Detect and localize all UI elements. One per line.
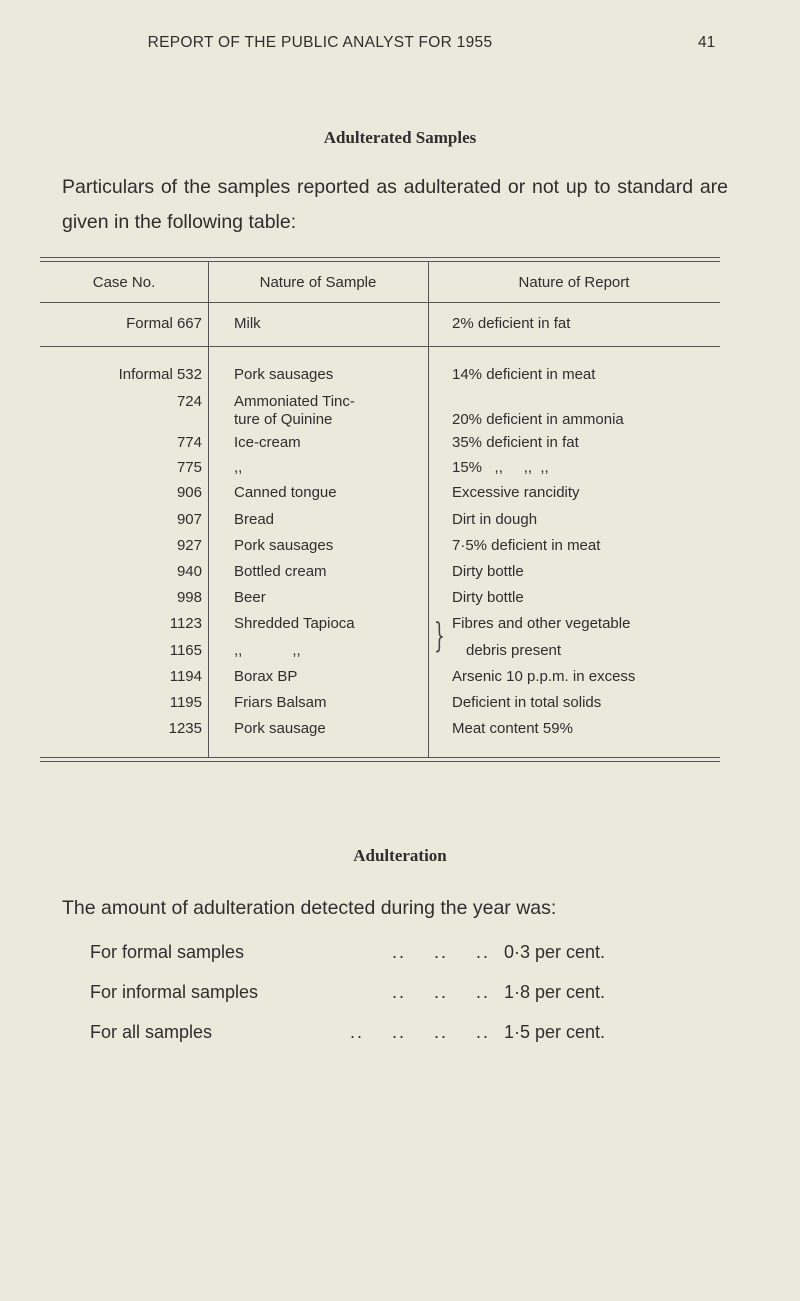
sample-name: Pork sausages [234,537,334,554]
item-value: 1·5 per cent. [504,1022,606,1042]
item-value: 0·3 per cent. [504,942,606,962]
leader-dots: .. .. .. [391,982,490,1002]
sample-name: Pork sausage [234,720,326,737]
intro-paragraph: Particulars of the samples reported as adulterated or not up to standard are given in the following table: [62,176,728,233]
leader-dots: .. .. .. [391,942,490,962]
table-top-rule [40,261,720,262]
report-text: 15% ,, ,, ,, [452,459,549,476]
item-label: For informal samples [90,982,259,1002]
header-rule [40,302,720,303]
case-number: 940 [176,563,202,580]
report-text: debris present [466,642,562,659]
sample-name: Bottled cream [234,563,327,580]
page-number: 41 [698,34,716,51]
case-number: 906 [176,484,202,501]
case-number: 1195 [169,694,202,711]
report-text: Excessive rancidity [452,484,580,501]
report-text: Dirty bottle [452,589,524,606]
column-divider [428,262,429,757]
case-number: 1123 [169,615,202,632]
report-text: 35% deficient in fat [452,434,579,451]
sample-name: Ice-cream [234,434,301,451]
column-header-sample: Nature of Sample [259,274,377,291]
report-text: Dirt in dough [452,511,538,528]
case-number: 774 [176,434,202,451]
case-number: 907 [176,511,202,528]
report-text: Fibres and other vegetable [452,615,631,632]
case-number: 1165 [169,642,202,659]
leader-dots: .. .. .. .. [349,1022,490,1042]
table-bottom-rule [40,757,720,758]
report-text: 2% deficient in fat [452,315,571,332]
item-label: For formal samples [90,942,245,962]
sample-name-continued: ture of Quinine [234,411,333,428]
sample-name: Friars Balsam [234,694,327,711]
sample-name: Ammoniated Tinc- [234,393,355,410]
column-divider [208,262,209,757]
case-number: 775 [176,459,202,476]
item-label: For all samples [90,1022,213,1042]
case-number: 927 [176,537,202,554]
brace-group-marker: } [434,616,445,656]
report-text: Deficient in total solids [452,694,602,711]
report-text: Meat content 59% [452,720,573,737]
sample-name: Shredded Tapioca [234,615,355,632]
case-number: Informal 532 [118,366,202,383]
running-header: REPORT OF THE PUBLIC ANALYST FOR 1955 [147,34,493,51]
case-number: Formal 667 [126,315,202,332]
section-title-adulteration: Adulteration [353,846,447,865]
sample-name: Bread [234,511,275,528]
sample-name: Borax BP [234,668,298,685]
report-text: 20% deficient in ammonia [452,411,624,428]
column-header-case: Case No. [92,274,156,291]
report-text: Dirty bottle [452,563,524,580]
case-number: 998 [176,589,202,606]
case-number: 724 [176,393,202,410]
sample-name: Pork sausages [234,366,334,383]
report-text: 14% deficient in meat [452,366,596,383]
sample-name: Milk [234,315,261,332]
item-value: 1·8 per cent. [504,982,606,1002]
sample-name: Canned tongue [234,484,337,501]
case-number: 1194 [169,668,202,685]
column-header-report: Nature of Report [518,274,630,291]
adulteration-intro: The amount of adulteration detected during the year was: [62,897,557,919]
table-top-rule [40,257,720,258]
case-number: 1235 [168,720,202,737]
section-title-adulterated-samples: Adulterated Samples [323,128,477,147]
report-text: Arsenic 10 p.p.m. in excess [452,668,636,685]
sample-name: ,, ,, [234,642,301,659]
sample-name: Beer [234,589,266,606]
formal-rule [40,346,720,347]
report-text: 7·5% deficient in meat [452,537,601,554]
sample-name: ,, [234,459,243,476]
table-bottom-rule [40,761,720,762]
